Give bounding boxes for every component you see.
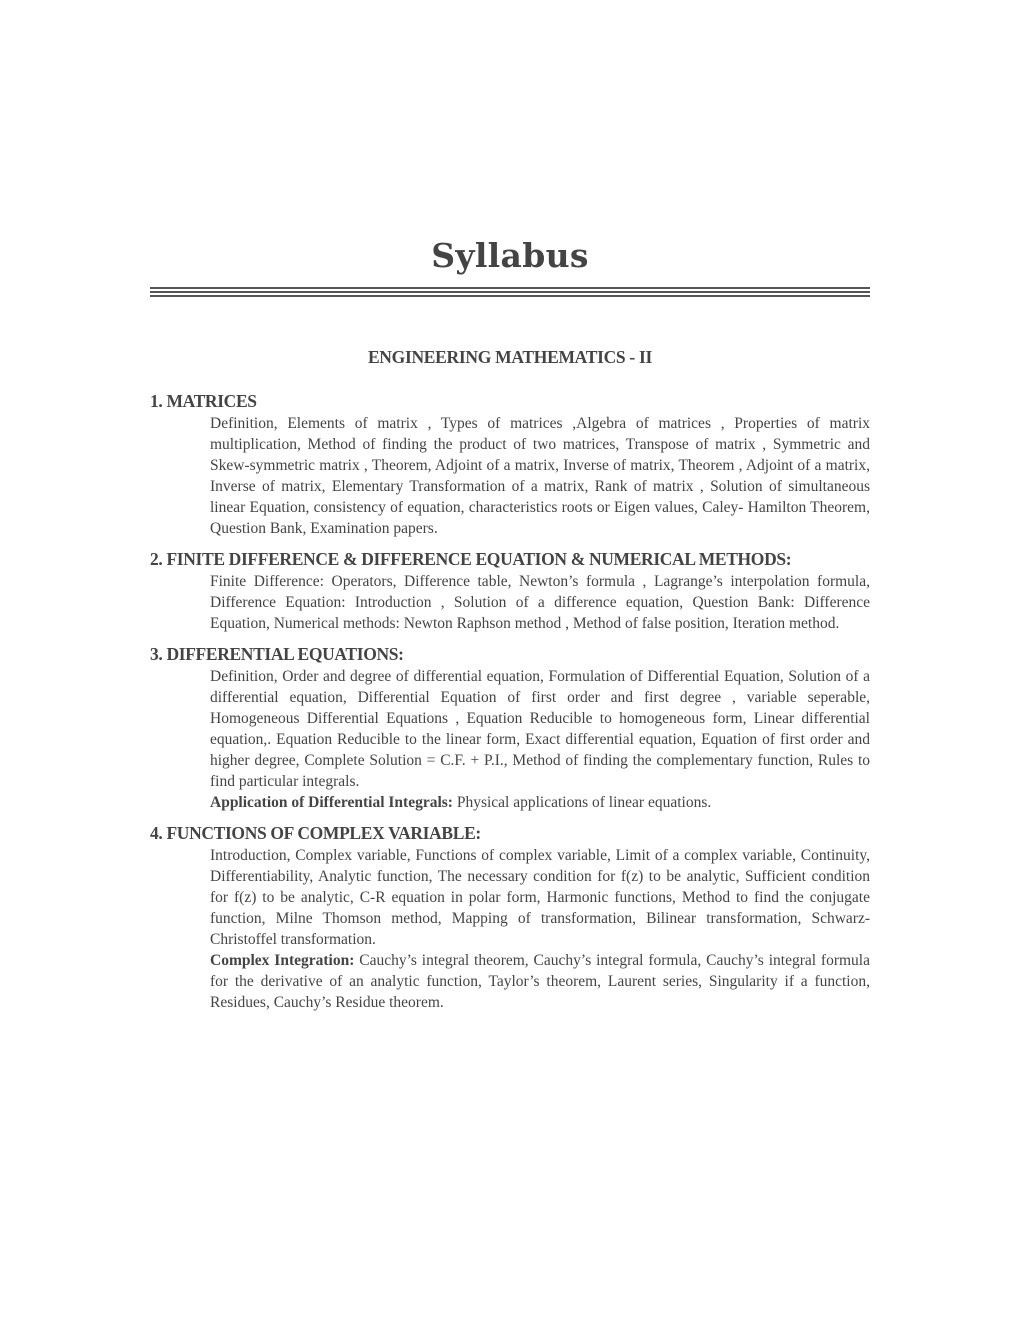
section-complex-variable <box>150 821 870 1013</box>
section-heading: 1. MATRICES <box>150 391 257 411</box>
section-text: Introduction, Complex variable, Functions of complex variable, Limit of a complex variable, Continuity, Differentiability, Analytic function, The necessary condition for f(z) to be analytic, Sufficient condition for f(z) to be analytic, C-R equation in polar form, Harmonic functions, Method to find the conjugate function, Milne Thomson method, Mapping of transformation, Bilinear transformation, Schwarz-Christoffel transformation. <box>210 847 870 948</box>
extra-text: Physical applications of linear equations. <box>452 794 712 811</box>
title-divider <box>150 287 870 298</box>
subject-heading: ENGINEERING MATHEMATICS - II <box>367 347 653 367</box>
section-finite-difference <box>150 547 870 634</box>
section-body <box>210 666 870 813</box>
section-body <box>210 571 870 634</box>
extra-label: Application of Differential Integrals: <box>210 794 453 811</box>
section-text: Definition, Elements of matrix , Types of matrices ,Algebra of matrices , Properties of matrix multiplication, Method of finding the product of two matrices, Transpose of matrix , Symmetric and Skew-symmetric matrix , Theorem, Adjoint of a matrix, Inverse of matrix, Theorem , Adjoint of a matrix, Inverse of matrix, Elementary Transformation of a matrix, Rank of matrix , Solution of simultaneous linear Equation, consistency of equation, characteristics roots or Eigen values, Caley- Hamilton Theorem, Question Bank, Examination papers. <box>210 415 870 537</box>
section-heading: 2. FINITE DIFFERENCE & DIFFERENCE EQUATION & NUMERICAL METHODS: <box>150 549 792 569</box>
section-extra <box>210 950 870 1013</box>
section-differential-equations <box>150 642 870 813</box>
section-body <box>210 413 870 539</box>
section-heading: 3. DIFFERENTIAL EQUATIONS: <box>150 644 404 664</box>
section-text: Finite Difference: Operators, Difference table, Newton’s formula , Lagrange’s interpolation formula, Difference Equation: Introduction , Solution of a difference equation, Question Bank: Difference Equation, Numerical methods: Newton Raphson method , Method of false position, Iteration method. <box>210 573 870 632</box>
section-matrices <box>150 389 870 539</box>
section-heading: 4. FUNCTIONS OF COMPLEX VARIABLE: <box>150 823 481 843</box>
section-body <box>210 845 870 1013</box>
page-title: Syllabus <box>431 236 589 275</box>
syllabus-content <box>150 389 870 1021</box>
extra-label: Complex Integration: <box>210 952 355 969</box>
extra-text: Cauchy’s integral theorem, Cauchy’s integral formula, Cauchy’s integral formula for the derivative of an analytic function, Taylor’s theorem, Laurent series, Singularity if a function, Residues, Cauchy’s Residue theorem. <box>210 952 870 1011</box>
section-text: Definition, Order and degree of differential equation, Formulation of Differential Equation, Solution of a differential equation, Differential Equation of first order and first degree , variable seperable, Homogeneous Differential Equations , Equation Reducible to homogeneous form, Linear differential equation,. Equation Reducible to the linear form, Exact differential equation, Equation of first order and higher degree, Complete Solution = C.F. + P.I., Method of finding the complementary function, Rules to find particular integrals. <box>210 668 870 790</box>
section-extra <box>210 792 870 813</box>
